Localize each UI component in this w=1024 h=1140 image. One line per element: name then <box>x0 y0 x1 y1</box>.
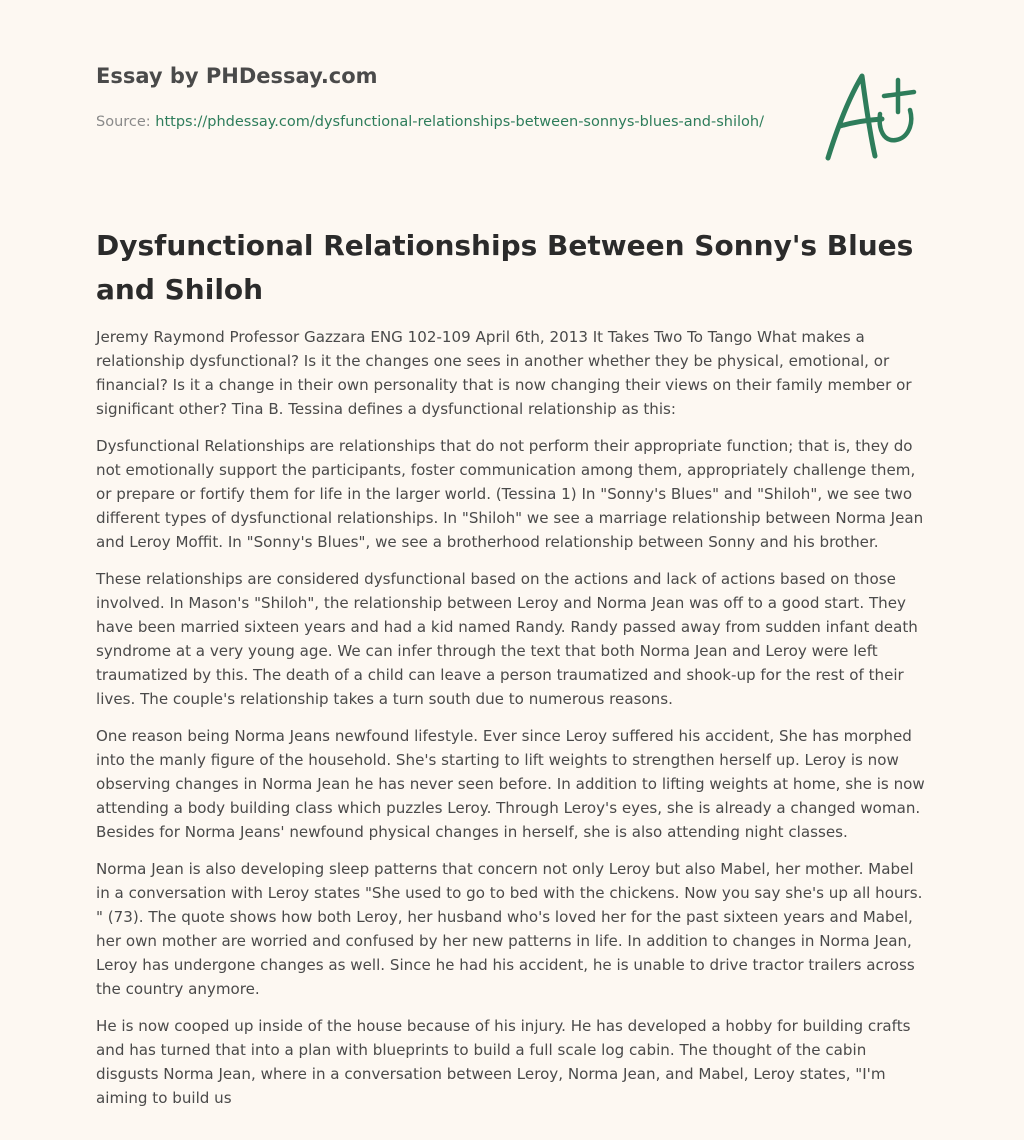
essay-paragraph: Norma Jean is also developing sleep patterns that concern not only Leroy but also Mabel, her mother. Mabel in a conversation with Leroy states "She used to go to bed with the chickens. Now you say she's up all hours. " (73). The quote shows how both Leroy, her husband who's loved her for the past sixteen years and Mabel, her own mother are worried and confused by her new patterns in life. In addition to changes in Norma Jean, Leroy has undergone changes as well. Since he had his accident, he is unable to drive tractor trailers across the country anymore. <box>96 860 923 998</box>
source-line <box>96 111 776 134</box>
source-link[interactable]: https://phdessay.com/dysfunctional-relationships-between-sonnys-blues-and-shiloh/ <box>155 114 764 130</box>
essay-paragraph: Dysfunctional Relationships are relationships that do not perform their appropriate function; that is, they do not emotionally support the participants, foster communication among them, appropriately challenge them, or prepare or fortify them for life in the larger world. (Tessina 1) In "Sonny's Blues" and "Shiloh", we see two different types of dysfunctional relationships. In "Shiloh" we see a marriage relationship between Norma Jean and Leroy Moffit. In "Sonny's Blues", we see a brotherhood relationship between Sonny and his brother. <box>96 437 924 551</box>
source-label: Source: <box>96 114 151 130</box>
essay-paragraph: These relationships are considered dysfunctional based on the actions and lack of actions based on those involved. In Mason's "Shiloh", the relationship between Leroy and Norma Jean was off to a good start. They have been married sixteen years and had a kid named Randy. Randy passed away from sudden infant death syndrome at a very young age. We can infer through the text that both Norma Jean and Leroy were left traumatized by this. The death of a child can leave a person traumatized and shook-up for the rest of their lives. The couple's relationship takes a turn south due to numerous reasons. <box>96 570 918 708</box>
essay-paragraph: One reason being Norma Jeans newfound lifestyle. Ever since Leroy suffered his accident, She has morphed into the manly figure of the household. She's starting to lift weights to strengthen herself up. Leroy is now observing changes in Norma Jean he has never seen before. In addition to lifting weights at home, she is now attending a body building class which puzzles Leroy. Through Leroy's eyes, she is already a changed woman. Besides for Norma Jeans' newfound physical changes in herself, she is also attending night classes. <box>96 727 925 841</box>
site-brand: Essay by PHDessay.com <box>96 64 378 88</box>
a-plus-logo-icon <box>818 66 928 166</box>
essay-paragraph: He is now cooped up inside of the house because of his injury. He has developed a hobby for building crafts and has turned that into a plan with blueprints to build a full scale log cabin. The thought of the cabin disgusts Norma Jean, where in a conversation between Leroy, Norma Jean, and Mabel, Leroy states, "I'm aiming to build us <box>96 1017 911 1107</box>
essay-body <box>96 325 926 1123</box>
essay-title: Dysfunctional Relationships Between Sonny's Blues and Shiloh <box>96 229 914 306</box>
essay-paragraph: Jeremy Raymond Professor Gazzara ENG 102-109 April 6th, 2013 It Takes Two To Tango What makes a relationship dysfunctional? Is it the changes one sees in another whether they be physical, emotional, or financial? Is it a change in their own personality that is now changing their views on their family member or significant other? Tina B. Tessina defines a dysfunctional relationship as this: <box>96 328 912 418</box>
